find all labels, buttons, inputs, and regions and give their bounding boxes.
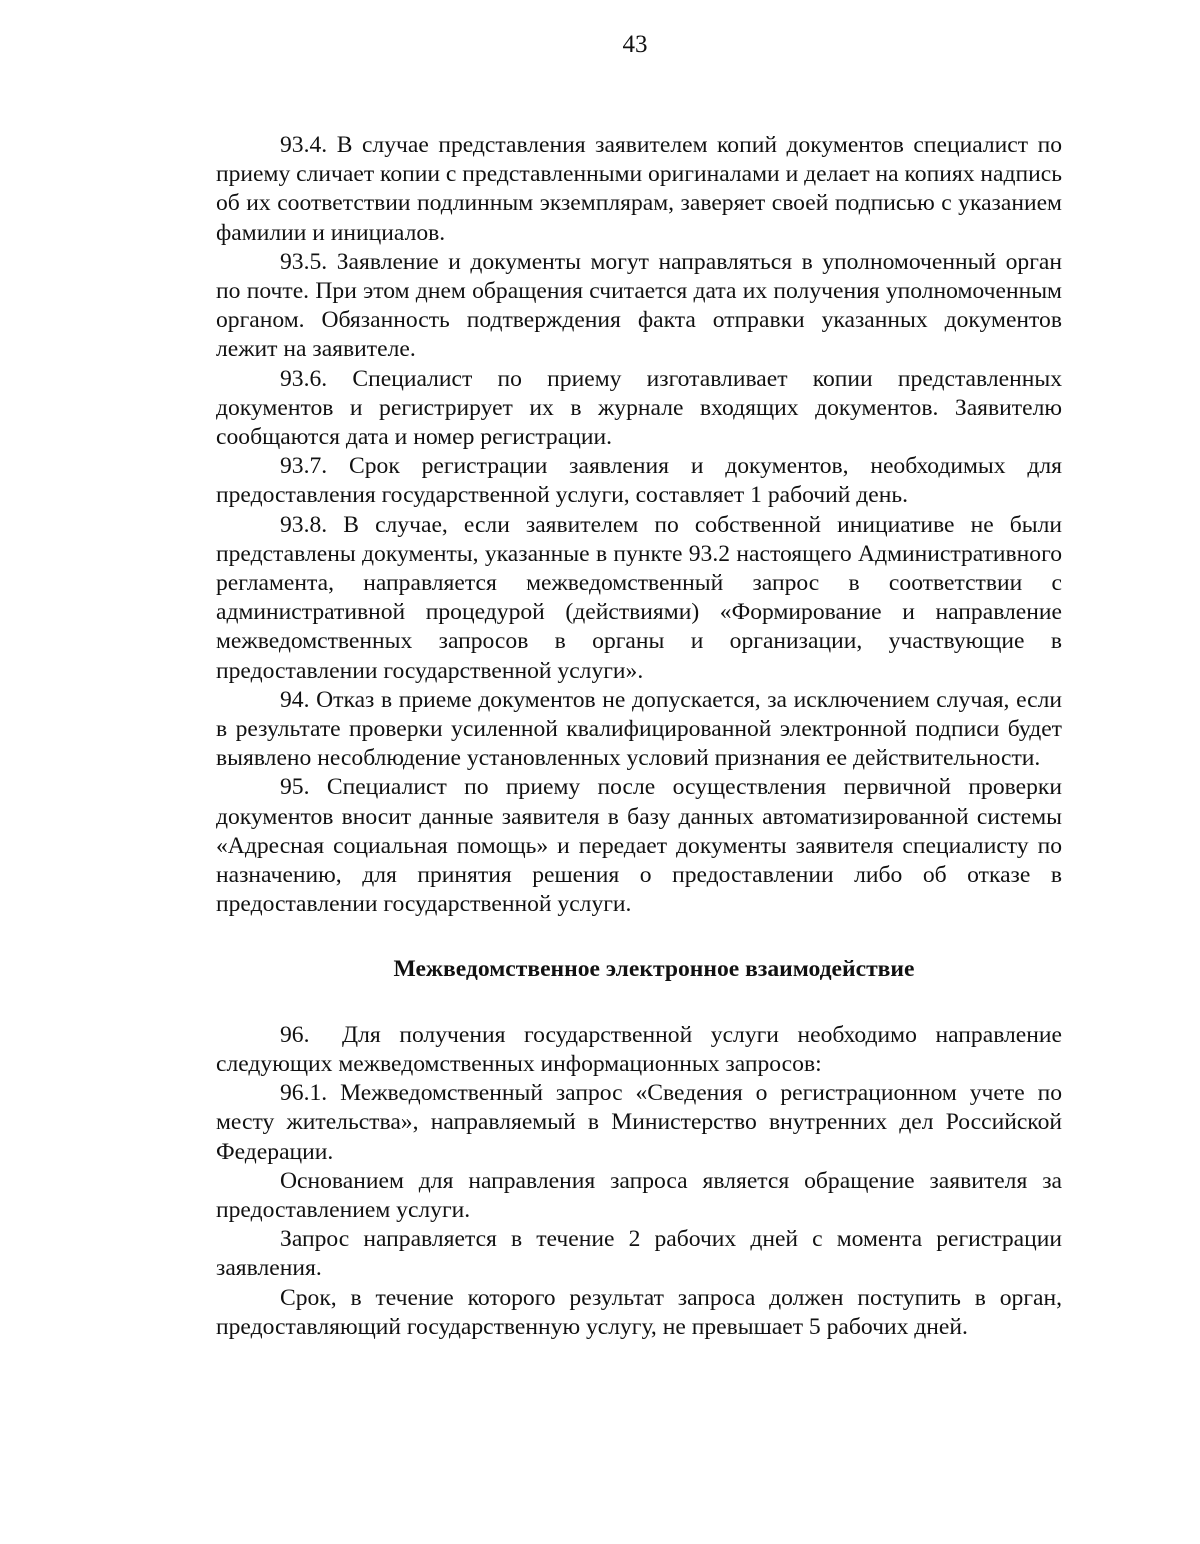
paragraph-96: [216, 1021, 1062, 1079]
paragraph-93-4: 93.4. В случае представления заявителем копий документов специалист по приему сличает копии с представленными оригиналами и делает на копиях надпись об их соответствии подлинным экземплярам, заверяет своей подписью с указанием фамилии и инициалов.: [216, 132, 1062, 246]
paragraph-96-text: Для получения государственной услуги необходимо направление следующих межведомственных информационных запросов:: [216, 1021, 1062, 1077]
paragraph-93-6: 93.6. Специалист по приему изготавливает копии представленных документов и регистрирует их в журнале входящих документов. Заявителю сообщаются дата и номер регистрации.: [216, 365, 1062, 451]
paragraph-response-deadline: Срок, в течение которого результат запроса должен поступить в орган, предоставляющий государственную услугу, не превышает 5 рабочих дней.: [216, 1284, 1062, 1340]
paragraph-request-timing: Запрос направляется в течение 2 рабочих дней с момента регистрации заявления.: [216, 1226, 1062, 1282]
paragraph-93-7: 93.7. Срок регистрации заявления и документов, необходимых для предоставления государственной услуги, составляет 1 рабочий день.: [216, 453, 1062, 509]
paragraph-96-number: 96.: [280, 1021, 310, 1048]
paragraph-96-1: 96.1. Межведомственный запрос «Сведения о регистрационном учете по месту жительства», направляемый в Министерство внутренних дел Российской Федерации.: [216, 1080, 1062, 1165]
paragraph-93-8: 93.8. В случае, если заявителем по собственной инициативе не были представлены документы, указанные в пункте 93.2 настоящего Административного регламента, направляется межведомственный запрос в соответствии с административной процедурой (действиями) «Формирование и направление межведомственных запросов в органы и организации, участвующие в предоставлении государственной услуги».: [216, 511, 1062, 684]
paragraph-request-basis: Основанием для направления запроса является обращение заявителя за предоставлением услуги.: [216, 1167, 1062, 1223]
paragraph-94: 94. Отказ в приеме документов не допускается, за исключением случая, если в результате проверки усиленной квалифицированной электронной подписи будет выявлено несоблюдение установленных условий признания ее действительности.: [216, 686, 1062, 772]
page-number: 43: [622, 31, 648, 58]
paragraph-95: 95. Специалист по приему после осуществления первичной проверки документов вносит данные заявителя в базу данных автоматизированной системы «Адресная социальная помощь» и передает документы заявителя специалисту по назначению, для принятия решения о предоставлении либо об отказе в предоставлении государственной услуги.: [216, 774, 1062, 918]
section-heading: Межведомственное электронное взаимодействие: [393, 956, 915, 983]
document-body: [216, 131, 1062, 1342]
paragraph-93-5: 93.5. Заявление и документы могут направляться в уполномоченный орган по почте. При этом днем обращения считается дата их получения уполномоченным органом. Обязанность подтверждения факта отправки указанных документов лежит на заявителе.: [216, 248, 1062, 363]
